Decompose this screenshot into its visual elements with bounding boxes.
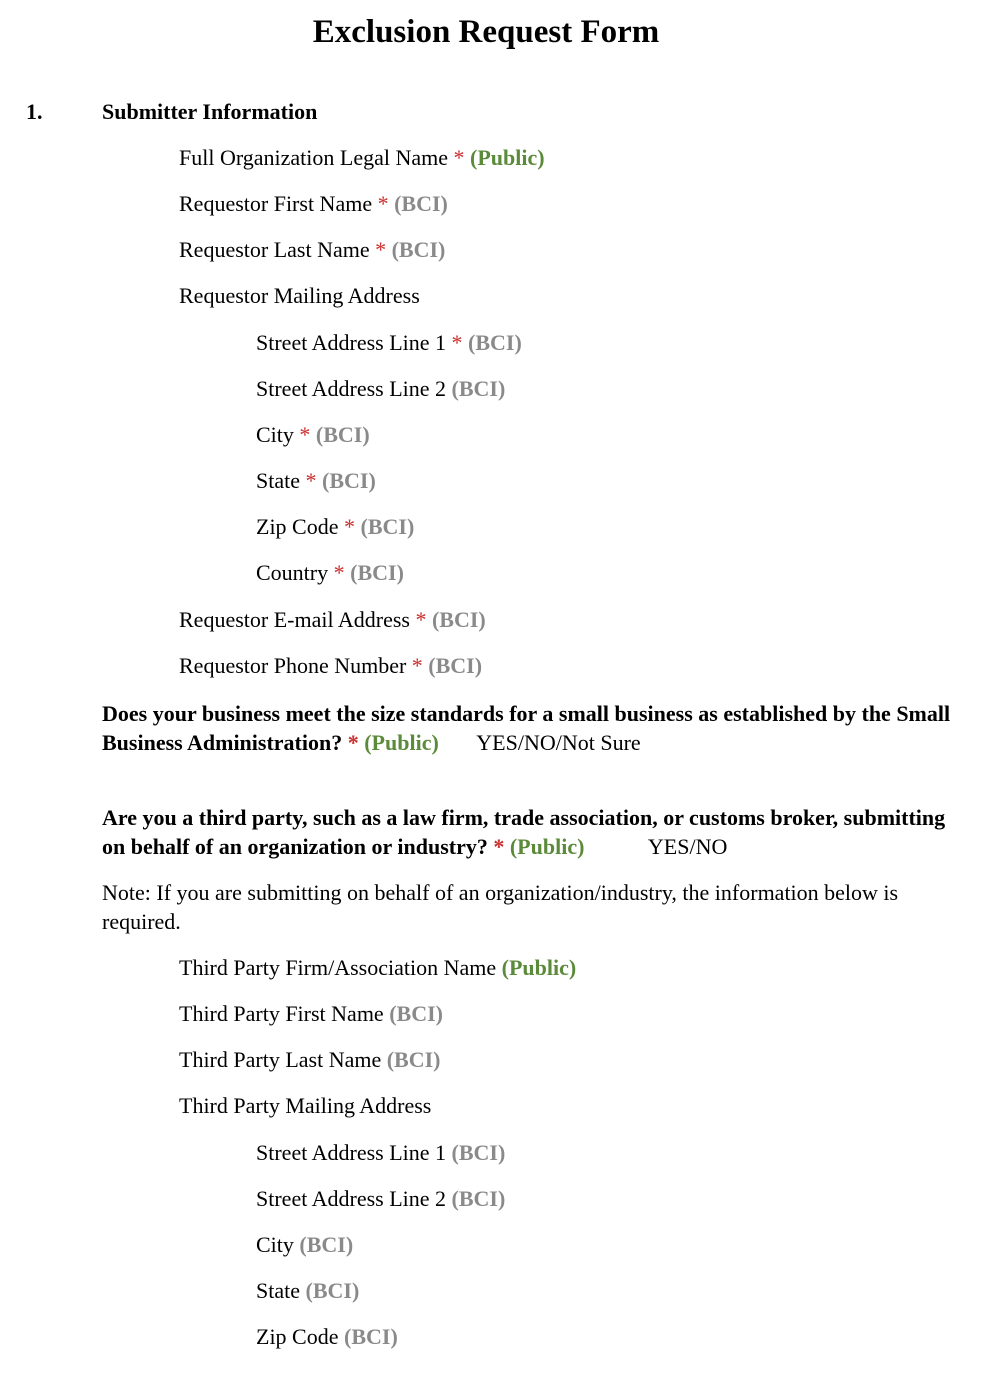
required-marker: * bbox=[451, 330, 463, 355]
field-third-party-last-name: Third Party Last Name (BCI) bbox=[179, 1047, 441, 1072]
field-state: State * (BCI) bbox=[256, 468, 376, 493]
field-third-party-street-address-1: Street Address Line 1 (BCI) bbox=[256, 1140, 506, 1165]
required-marker: * bbox=[415, 607, 427, 632]
bci-tag: (BCI) bbox=[389, 1001, 443, 1026]
public-tag: (Public) bbox=[501, 955, 577, 980]
bci-tag: (BCI) bbox=[360, 514, 415, 539]
bci-tag: (BCI) bbox=[344, 1324, 398, 1349]
form-title: Exclusion Request Form bbox=[312, 14, 660, 50]
field-requestor-phone: Requestor Phone Number * (BCI) bbox=[179, 653, 483, 678]
field-third-party-street-address-2: Street Address Line 2 (BCI) bbox=[256, 1186, 506, 1211]
bci-tag: (BCI) bbox=[451, 1140, 506, 1165]
bci-tag: (BCI) bbox=[394, 191, 448, 216]
required-marker: * bbox=[344, 514, 355, 539]
field-requestor-first-name: Requestor First Name * (BCI) bbox=[179, 191, 448, 216]
section-number: 1. bbox=[26, 99, 43, 124]
bci-tag: (BCI) bbox=[451, 376, 506, 401]
field-requestor-last-name: Requestor Last Name * (BCI) bbox=[179, 237, 446, 262]
bci-tag: (BCI) bbox=[386, 1047, 441, 1072]
field-zip-code: Zip Code * (BCI) bbox=[256, 514, 415, 539]
bci-tag: (BCI) bbox=[305, 1278, 360, 1303]
field-requestor-email: Requestor E-mail Address * (BCI) bbox=[179, 607, 486, 632]
bci-tag: (BCI) bbox=[451, 1186, 506, 1211]
bci-tag: (BCI) bbox=[468, 330, 522, 355]
bci-tag: (BCI) bbox=[431, 607, 486, 632]
third-party-question: Are you a third party, such as a law firm, trade association, or customs broker, submitting on behalf of an organization or industry? * (Public) YES/NO bbox=[102, 805, 946, 859]
public-tag: (Public) bbox=[509, 834, 585, 859]
required-marker: * bbox=[377, 191, 389, 216]
field-city: City * (BCI) bbox=[256, 422, 370, 447]
required-marker: * bbox=[333, 560, 345, 585]
bci-tag: (BCI) bbox=[350, 560, 404, 585]
third-party-note: Note: If you are submitting on behalf of an organization/industry, the information below is required. bbox=[102, 880, 899, 934]
small-business-question: Does your business meet the size standards for a small business as established by the Small Business Administration? * (Public) YES/NO/Not Sure bbox=[102, 701, 951, 755]
bci-tag: (BCI) bbox=[322, 468, 376, 493]
field-street-address-1: Street Address Line 1 * (BCI) bbox=[256, 330, 522, 355]
required-marker: * bbox=[411, 653, 423, 678]
required-marker: * bbox=[453, 145, 465, 170]
bci-tag: (BCI) bbox=[391, 237, 446, 262]
field-third-party-zip-code: Zip Code (BCI) bbox=[256, 1324, 398, 1349]
required-marker: * bbox=[347, 730, 359, 755]
public-tag: (Public) bbox=[364, 730, 439, 755]
field-third-party-first-name: Third Party First Name (BCI) bbox=[179, 1001, 443, 1026]
third-party-answer-options: YES/NO bbox=[647, 834, 728, 859]
section-title: Submitter Information bbox=[102, 99, 318, 124]
small-business-answer-options: YES/NO/Not Sure bbox=[476, 730, 641, 755]
public-tag: (Public) bbox=[470, 145, 545, 170]
field-org-legal-name: Full Organization Legal Name * (Public) bbox=[179, 145, 545, 170]
field-street-address-2: Street Address Line 2 (BCI) bbox=[256, 376, 506, 401]
field-third-party-firm-name: Third Party Firm/Association Name (Public) bbox=[179, 955, 577, 980]
required-marker: * bbox=[305, 468, 317, 493]
field-country: Country * (BCI) bbox=[256, 560, 404, 585]
required-marker: * bbox=[299, 422, 311, 447]
field-third-party-state: State (BCI) bbox=[256, 1278, 360, 1303]
bci-tag: (BCI) bbox=[315, 422, 370, 447]
field-third-party-mailing-address: Third Party Mailing Address bbox=[179, 1093, 432, 1118]
required-marker: * bbox=[493, 834, 505, 859]
required-marker: * bbox=[375, 237, 387, 262]
field-third-party-city: City (BCI) bbox=[256, 1232, 354, 1257]
bci-tag: (BCI) bbox=[428, 653, 483, 678]
bci-tag: (BCI) bbox=[299, 1232, 354, 1257]
field-requestor-mailing-address: Requestor Mailing Address bbox=[179, 283, 420, 308]
